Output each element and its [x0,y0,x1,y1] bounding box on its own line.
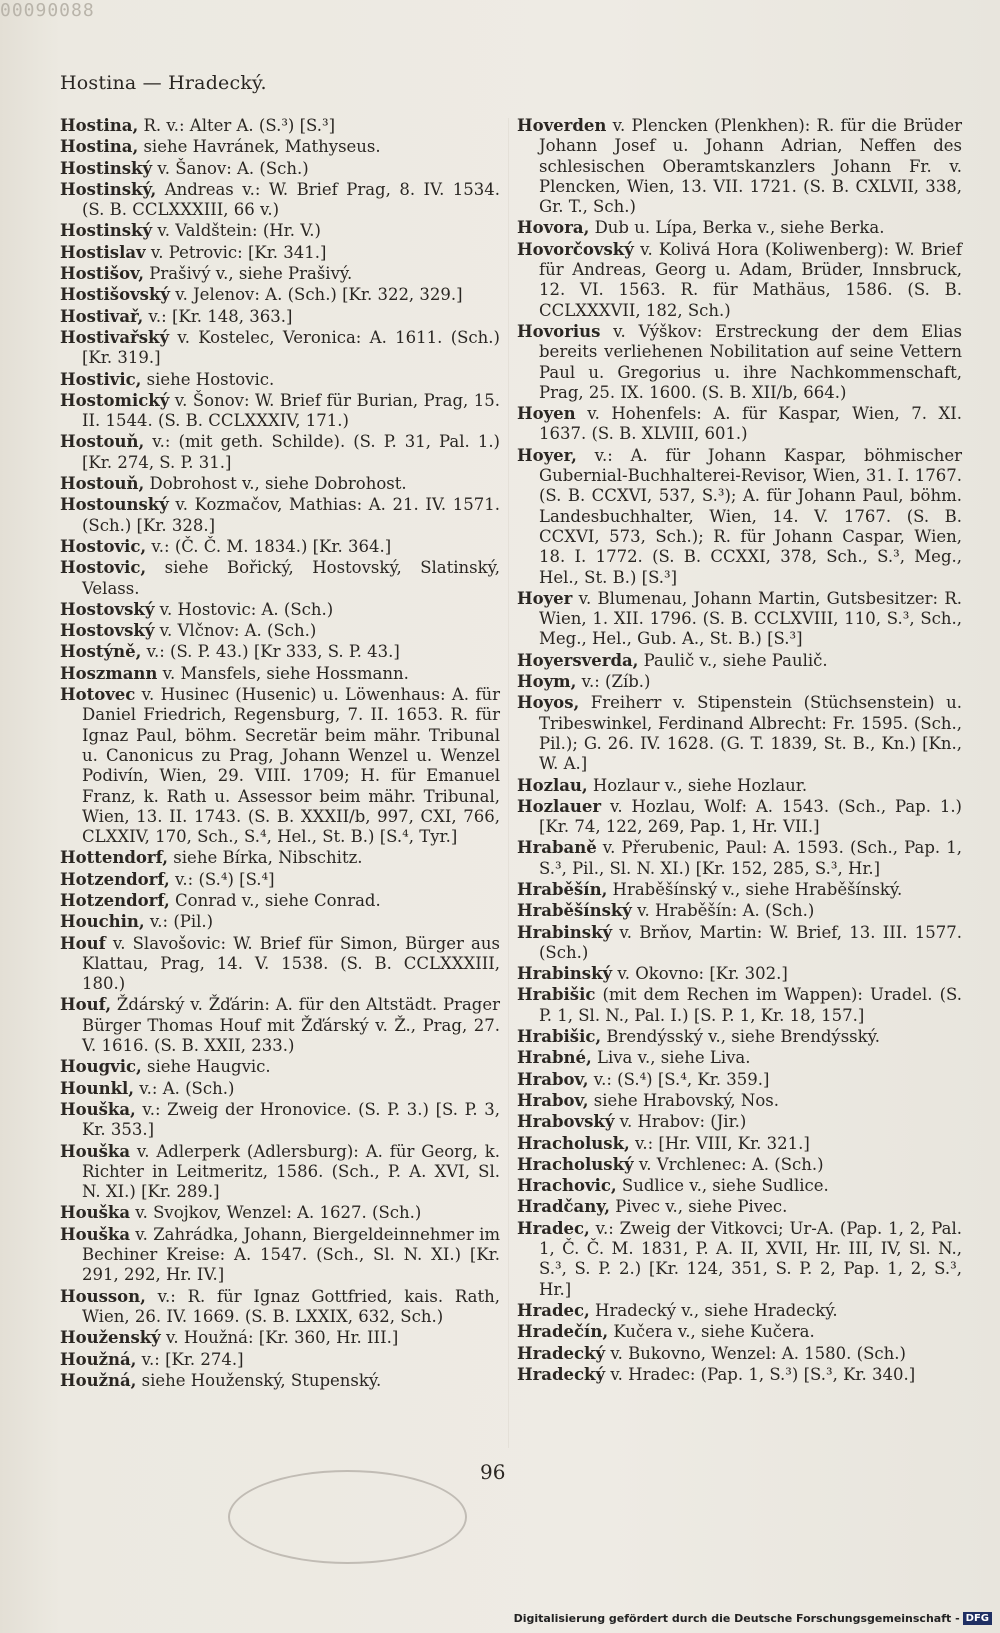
right-entry [517,1176,962,1196]
right-entry [517,985,962,1026]
entry-headword: Hostovský [60,621,155,641]
right-entry [517,964,962,984]
entry-text: v. Kolivá Hora (Koliwenberg): W. Brief für Andreas, Georg u. Adam, Brüder, Innsbruck, 12. VI. 1563. R. für Mathäus, 1586. (S. B. CCLXXXVII, 182, Sch.) [539,239,962,320]
entry-headword: Houška [60,1203,131,1223]
entry-headword: Hrabné, [517,1048,592,1068]
entry-text: Brendýsský v., siehe Brendýsský. [601,1027,881,1047]
left-entry [60,1057,500,1077]
left-entry [60,307,500,327]
entry-headword: Hrachovic, [517,1176,617,1196]
entry-text: v.: Zweig der Hronovice. (S. P. 3.) [S. P. 3, Kr. 353.] [82,1099,500,1140]
left-entry [60,370,500,390]
entry-text: v. Hohenfels: A. für Kaspar, Wien, 7. XI. 1637. (S. B. XLVIII, 601.) [539,404,962,444]
entry-headword: Hradecký [517,1364,606,1384]
entry-text: v. Okovno: [Kr. 302.] [612,964,788,984]
entry-text: Kučera v., siehe Kučera. [608,1322,815,1342]
entry-text: v. Adlerperk (Adlersburg): A. für Georg, k. Richter in Leitmeritz, 1586. (Sch., P. A. XVI, Sl. N. XI.) [Kr. 289.] [82,1141,500,1202]
left-entry [60,600,500,620]
entry-headword: Houf, [60,995,112,1015]
entry-text: v. Zahrádka, Johann, Biergeldeinnehmer im Bechiner Kreise: A. 1547. (Sch., Sl. N. XI.) [Kr. 291, 292, Hr. IV.] [82,1224,500,1285]
left-entry [60,1287,500,1328]
entry-headword: Hostišov, [60,264,145,284]
entry-headword: Hostišovský [60,285,170,305]
entry-text: siehe Haugvic. [141,1057,271,1077]
entry-headword: Hrabaně [517,838,597,858]
right-entry [517,1134,962,1154]
entry-headword: Hradecký [517,1343,606,1363]
entry-text: v. Šonov: W. Brief für Burian, Prag, 15. II. 1544. (S. B. CCLXXXIV, 171.) [82,390,500,431]
entry-headword: Hostovic, [60,536,147,556]
entry-headword: Houženský [60,1328,161,1348]
entry-text: Paulič v., siehe Paulič. [638,650,828,670]
entry-headword: Houchin, [60,912,145,932]
left-entry [60,870,500,890]
entry-headword: Hradečín, [517,1322,609,1342]
entry-text: v. Vlčnov: A. (Sch.) [154,621,317,641]
right-entry [517,1344,962,1364]
right-entry [517,218,962,238]
right-entry [517,1197,962,1217]
entry-text: v.: A. (Sch.) [134,1078,235,1098]
entry-headword: Houška [60,1224,131,1244]
entry-headword: Hracholusk, [517,1133,630,1153]
entry-text: v.: [Kr. 148, 363.] [143,306,293,326]
entry-headword: Hoverden [517,116,607,135]
entry-headword: Hovorčovský [517,239,634,259]
entry-headword: Hoszmann [60,663,158,683]
entry-headword: Hostina, [60,137,139,157]
entry-headword: Hostinský, [60,179,157,199]
left-entry [60,1142,500,1203]
entry-text: v.: (S.⁴) [S.⁴, Kr. 359.] [588,1069,770,1089]
entry-text: v. Kostelec, Veronica: A. 1611. (Sch.) [Kr. 319.] [82,327,500,368]
right-entry [517,446,962,588]
left-entry [60,1350,500,1370]
right-entry [517,1070,962,1090]
entry-headword: Hostýně, [60,642,142,662]
entry-text: Conrad v., siehe Conrad. [169,890,381,910]
entry-text: v. Hradec: (Pap. 1, S.³) [S.³, Kr. 340.] [605,1364,916,1384]
entry-text: Hozlaur v., siehe Hozlaur. [587,775,808,795]
entry-text: v. Plencken (Plenkhen): R. für die Brüder Johann Josef u. Johann Adrian, Neffen des schlesischen Oberamtskanzlers Johann Fr. v. Plencken, Wien, 13. VII. 1721. (S. B. CXLVII, 338, Gr. T., Sch.) [539,116,962,217]
left-entry [60,912,500,932]
entry-text: siehe Hrabovský, Nos. [588,1090,780,1110]
right-entry [517,1091,962,1111]
entry-headword: Hraběšín, [517,879,608,899]
entry-headword: Hotzendorf, [60,869,170,889]
entry-text: Hraběšínský v., siehe Hraběšínský. [607,879,903,899]
entry-headword: Hovorius [517,321,601,341]
entry-text: Prašivý v., siehe Prašivý. [144,264,353,284]
library-stamp [228,1470,467,1564]
column-divider [508,118,509,1448]
entry-text: v.: [Kr. 274.] [136,1349,244,1369]
entry-text: Dub u. Lípa, Berka v., siehe Berka. [589,218,885,238]
left-entry [60,116,500,136]
entry-headword: Hrabov, [517,1069,589,1089]
entry-text: v. Houžná: [Kr. 360, Hr. III.] [160,1328,399,1348]
right-column [517,116,962,1386]
dfg-logo: DFG [963,1612,992,1625]
page-number: 96 [480,1460,506,1484]
entry-text: v. Brňov, Martin: W. Brief, 13. III. 1577. (Sch.) [539,922,962,962]
left-entry [60,848,500,868]
left-entry [60,1225,500,1286]
right-entry [517,901,962,921]
entry-text: v.: (S.⁴) [S.⁴] [169,869,275,889]
entry-headword: Hoym, [517,672,577,692]
left-entry [60,221,500,241]
right-entry [517,1219,962,1300]
left-entry [60,558,500,599]
right-entry [517,672,962,692]
entry-text: v. Přerubenic, Paul: A. 1593. (Sch., Pap. 1, S.³, Pil., Sl. N. XI.) [Kr. 152, 285, S.³, Hr.] [539,838,962,878]
entry-text: Liva v., siehe Liva. [591,1048,751,1068]
entry-text: v.: (S. P. 43.) [Kr 333, S. P. 43.] [141,642,400,662]
right-entry [517,1027,962,1047]
left-entry [60,1328,500,1348]
left-entry [60,621,500,641]
entry-headword: Hrabinský [517,922,613,942]
entry-headword: Hostouň, [60,432,145,452]
entry-headword: Hrabišic, [517,1027,602,1047]
entry-headword: Houška, [60,1099,136,1119]
left-entry [60,432,500,473]
entry-text: (mit dem Rechen im Wappen): Uradel. (S. P. 1, Sl. N., Pal. I.) [S. P. 1, Kr. 18, 157.] [539,985,962,1025]
right-entry [517,693,962,774]
right-entry [517,1048,962,1068]
entry-headword: Hoyer, [517,445,577,465]
entry-headword: Hostivic, [60,369,142,389]
entry-text: Pivec v., siehe Pivec. [610,1197,788,1217]
left-entry [60,1203,500,1223]
entry-text: v.: (Č. Č. M. 1834.) [Kr. 364.] [146,536,392,556]
entry-text: R. v.: Alter A. (S.³) [S.³] [138,116,336,135]
entry-text: v. Husinec (Husenic) u. Löwenhaus: A. für Daniel Friedrich, Regensburg, 7. II. 1653. R. für Ignaz Paul, böhm. Secretär beim mähr. Tribunal u. Canonicus zu Prag, Johann Wenzel u. Wenzel Podivín, Wien, 29. VIII. 1709; H. für Emanuel Franz, k. Rath u. Assessor beim mähr. Tribunal, Wien, 13. II. 1743. (S. B. XXXII/b, 997, CXI, 766, CLXXIV, 170, Sch., S.⁴, Hel., St. B.) [S.⁴, Tyr.] [82,685,500,847]
right-entry [517,589,962,650]
entry-text: Dobrohost v., siehe Dobrohost. [144,474,407,494]
entry-text: v.: (mit geth. Schilde). (S. P. 31, Pal. 1.) [Kr. 274, S. P. 31.] [82,432,500,472]
footer-text: Digitalisierung gefördert durch die Deutsche Forschungsgemeinschaft - [513,1612,960,1625]
entry-text: v. Šanov: A. (Sch.) [152,158,309,178]
entry-text: Hradecký v., siehe Hradecký. [589,1300,838,1320]
left-entry [60,495,500,536]
entry-text: v. Hostovic: A. (Sch.) [154,599,334,619]
left-entry [60,243,500,263]
entry-text: Ždárský v. Žďárin: A. für den Altstädt. Prager Bürger Thomas Houf mit Žďárský v. Ž., Prag, 27. V. 1616. (S. B. XXII, 233.) [82,995,500,1056]
entry-headword: Houžná, [60,1370,137,1390]
entry-text: v. Blumenau, Johann Martin, Gutsbesitzer: R. Wien, 1. XII. 1796. (S. B. CCLXVIII, 110, S.³, Sch., Meg., Hel., Gub. A., St. B.) [S.³] [539,588,962,649]
entry-text: v. Hozlau, Wolf: A. 1543. (Sch., Pap. 1.) [Kr. 74, 122, 269, Pap. 1, Hr. VII.] [539,796,962,837]
entry-headword: Hostouň, [60,474,145,494]
entry-headword: Hostomický [60,390,170,410]
entry-text: v. Bukovno, Wenzel: A. 1580. (Sch.) [605,1343,906,1363]
entry-headword: Hounkl, [60,1078,135,1098]
entry-text: v. Kozmačov, Mathias: A. 21. IV. 1571. (Sch.) [Kr. 328.] [82,495,500,535]
entry-headword: Hostovský [60,599,155,619]
right-entry [517,240,962,321]
entry-headword: Hostivař, [60,306,144,326]
right-entry [517,651,962,671]
left-entry [60,180,500,221]
right-entry [517,797,962,838]
entry-text: v. Valdštein: (Hr. V.) [152,221,321,241]
right-entry [517,322,962,403]
entry-text: v. Svojkov, Wenzel: A. 1627. (Sch.) [130,1203,422,1223]
entry-headword: Houžná, [60,1349,137,1369]
entry-headword: Hoyen [517,404,576,424]
entry-text: siehe Houženský, Stupenský. [136,1370,382,1390]
entry-text: siehe Havránek, Mathyseus. [138,137,381,157]
entry-headword: Hostinský [60,158,153,178]
entry-text: v. Slavošovic: W. Brief für Simon, Bürger aus Klattau, Prag, 14. V. 1538. (S. B. CCLXXXIII, 180.) [82,933,500,994]
entry-text: Sudlice v., siehe Sudlice. [616,1176,829,1196]
entry-text: v. Hraběšín: A. (Sch.) [631,901,815,921]
entry-headword: Hrabinský [517,964,613,984]
left-entry [60,328,500,369]
entry-text: v. Výškov: Erstreckung der dem Elias bereits verliehenen Nobilitation auf seine Vettern Paul u. Gregorius u. ihre Nachkommenschaft, Prag, 25. IX. 1600. (S. B. XII/b, 664.) [539,321,962,402]
entry-headword: Hostounský [60,495,169,515]
entry-headword: Hostina, [60,116,139,135]
entry-headword: Hozlau, [517,775,588,795]
entry-headword: Houf [60,933,106,953]
left-entry [60,391,500,432]
entry-headword: Hougvic, [60,1057,142,1077]
right-entry [517,404,962,445]
page-header: Hostina — Hradecký. [60,72,267,94]
entry-text: v.: A. für Johann Kaspar, böhmischer Gubernial-Buchhalterei-Revisor, Wien, 31. I. 1767. (S. B. CCXVI, 537, S.³); A. für Johann Paul, böhm. Landesbuchhalter, Wien, 14. V. 1767. (S. B. CCXVI, 573, Sch.); R. für Johann Caspar, Wien, 18. I. 1772. (S. B. CCXXI, 378, Sch., S.³, Meg., Hel., St. B.) [S.³] [539,445,962,587]
entry-headword: Hrabovský [517,1112,615,1132]
right-entry [517,1322,962,1342]
right-entry [517,1155,962,1175]
left-entry [60,159,500,179]
entry-headword: Hoyos, [517,693,580,713]
right-entry [517,880,962,900]
left-entry [60,1100,500,1141]
right-entry [517,116,962,217]
left-entry [60,685,500,847]
entry-headword: Hoyer [517,588,573,608]
left-entry [60,995,500,1056]
entry-headword: Hradec, [517,1300,590,1320]
left-entry [60,1079,500,1099]
right-entry [517,1301,962,1321]
entry-headword: Hracholuský [517,1154,634,1174]
left-entry [60,934,500,995]
right-entry [517,1365,962,1385]
left-entry [60,891,500,911]
entry-headword: Hostovic, [60,558,147,578]
entry-headword: Hozlauer [517,796,602,816]
entry-text: v.: [Hr. VIII, Kr. 321.] [629,1133,810,1153]
left-entry [60,642,500,662]
left-entry [60,264,500,284]
right-entry [517,776,962,796]
entry-text: v.: Zweig der Vitkovci; Ur-A. (Pap. 1, 2, Pal. 1, Č. Č. M. 1831, P. A. II, XVII, Hr. III, IV, Sl. N., S.³, S. P. 2.) [Kr. 124, 351, S. P. 2, Pap. 1, 2, S.³, Hr.] [539,1218,962,1299]
right-entry [517,923,962,964]
left-entry [60,137,500,157]
entry-headword: Hovora, [517,218,590,238]
entry-text: v. Petrovic: [Kr. 341.] [145,242,327,262]
entry-text: Freiherr v. Stipenstein (Stüchsenstein) u. Tribeswinkel, Ferdinand Albrecht: Fr. 1595. (Sch., Pil.); G. 26. IV. 1628. (G. T. 1839, St. B., Kn.) [Kn., W. A.] [539,693,962,774]
entry-headword: Hottendorf, [60,848,169,868]
entry-headword: Hostinský [60,221,153,241]
entry-headword: Hoyersverda, [517,650,639,670]
entry-headword: Housson, [60,1286,146,1306]
entry-text: v. Mansfels, siehe Hossmann. [157,663,409,683]
left-entry [60,285,500,305]
entry-headword: Hotovec [60,685,136,705]
entry-text: v.: (Zíb.) [576,672,651,692]
entry-headword: Hrabov, [517,1090,589,1110]
entry-headword: Hostivařský [60,327,170,347]
left-entry [60,664,500,684]
entry-text: v.: (Pil.) [144,912,214,932]
entry-text: v. Vrchlenec: A. (Sch.) [633,1154,824,1174]
entry-headword: Hraběšínský [517,901,632,921]
entry-text: siehe Bořický, Hostovský, Slatinský, Velass. [82,558,500,598]
right-entry [517,1112,962,1132]
left-entry [60,1371,500,1391]
entry-text: siehe Hostovic. [141,369,275,389]
entry-headword: Hrabišic [517,985,596,1005]
left-entry [60,474,500,494]
entry-headword: Houška [60,1141,131,1161]
entry-text: v. Hrabov: (Jir.) [614,1112,747,1132]
entry-text: v.: R. für Ignaz Gottfried, kais. Rath, Wien, 26. IV. 1669. (S. B. LXXIX, 632, Sch.) [82,1286,500,1326]
entry-text: siehe Bírka, Nibschitz. [168,848,363,868]
entry-headword: Hostislav [60,242,146,262]
footer-credit [514,1612,992,1625]
left-column [60,116,500,1392]
entry-text: Andreas v.: W. Brief Prag, 8. IV. 1534. (S. B. CCLXXXIII, 66 v.) [82,179,500,220]
entry-headword: Hotzendorf, [60,890,170,910]
right-entry [517,838,962,879]
corner-marking: 00090088 [0,0,95,21]
entry-headword: Hradec, [517,1218,590,1238]
entry-text: v. Jelenov: A. (Sch.) [Kr. 322, 329.] [169,285,463,305]
entry-headword: Hradčany, [517,1197,610,1217]
left-entry [60,537,500,557]
